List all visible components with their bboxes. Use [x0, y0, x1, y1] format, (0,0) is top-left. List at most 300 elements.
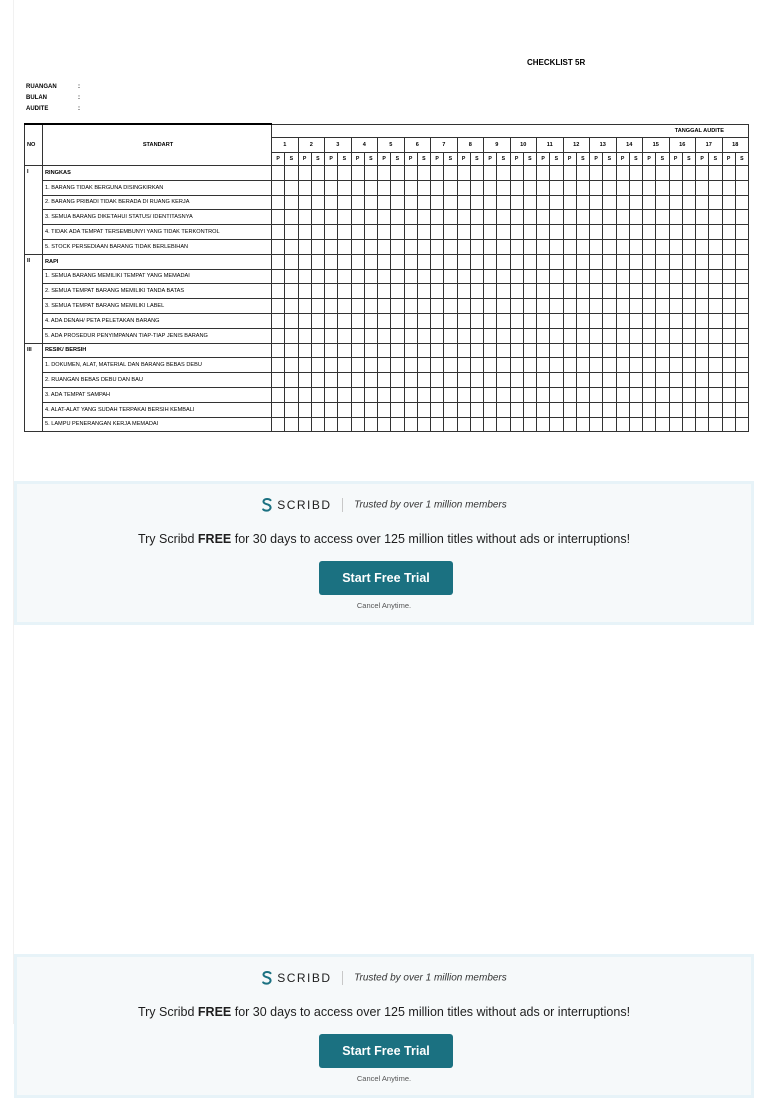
score-cell [298, 284, 311, 299]
p-header: P [404, 152, 417, 165]
score-cell [523, 225, 536, 240]
s-header: S [656, 152, 669, 165]
score-cell [497, 299, 510, 314]
document-meta [26, 82, 80, 115]
score-cell [510, 239, 523, 254]
section-title: RAPI [43, 254, 272, 269]
score-cell [298, 254, 311, 269]
score-cell [590, 269, 603, 284]
brand-tagline: Trusted by over 1 million members [354, 499, 507, 511]
score-cell [537, 180, 550, 195]
score-cell [603, 343, 616, 358]
section-title: RINGKAS [43, 166, 272, 181]
score-cell [735, 373, 748, 388]
score-cell [669, 402, 682, 417]
score-cell [431, 225, 444, 240]
score-cell [285, 180, 298, 195]
score-cell [576, 358, 589, 373]
item-standart: 3. ADA TEMPAT SAMPAH [43, 387, 272, 402]
item-row [25, 313, 749, 328]
score-cell [682, 343, 695, 358]
score-cell [709, 358, 722, 373]
score-cell [722, 195, 735, 210]
score-cell [497, 254, 510, 269]
score-cell [311, 373, 324, 388]
day-header: 13 [590, 137, 617, 152]
s-header: S [497, 152, 510, 165]
score-cell [735, 210, 748, 225]
score-cell [311, 269, 324, 284]
score-cell [735, 166, 748, 181]
scribd-logo [261, 498, 331, 512]
score-cell [338, 195, 351, 210]
score-cell [682, 254, 695, 269]
item-standart: 2. SEMUA TEMPAT BARANG MEMILIKI TANDA BATAS [43, 284, 272, 299]
score-cell [537, 373, 550, 388]
score-cell [682, 180, 695, 195]
item-standart: 1. DOKUMEN, ALAT, MATERIAL DAN BARANG BEBAS DEBU [43, 358, 272, 373]
item-standart: 3. SEMUA TEMPAT BARANG MEMILIKI LABEL [43, 299, 272, 314]
score-cell [523, 402, 536, 417]
score-cell [364, 195, 377, 210]
score-cell [298, 210, 311, 225]
score-cell [656, 328, 669, 343]
score-cell [285, 328, 298, 343]
score-cell [735, 358, 748, 373]
score-cell [576, 299, 589, 314]
score-cell [735, 180, 748, 195]
score-cell [351, 284, 364, 299]
score-cell [391, 328, 404, 343]
score-cell [497, 387, 510, 402]
score-cell [616, 373, 629, 388]
score-cell [431, 402, 444, 417]
score-cell [484, 313, 497, 328]
score-cell [537, 269, 550, 284]
score-cell [404, 180, 417, 195]
score-cell [576, 313, 589, 328]
score-cell [669, 373, 682, 388]
start-free-trial-button[interactable]: Start Free Trial [319, 561, 453, 595]
score-cell [404, 269, 417, 284]
score-cell [523, 358, 536, 373]
score-cell [629, 373, 642, 388]
score-cell [364, 373, 377, 388]
day-header: 18 [722, 137, 749, 152]
score-cell [590, 373, 603, 388]
score-cell [378, 284, 391, 299]
score-cell [523, 373, 536, 388]
score-cell [563, 269, 576, 284]
score-cell [682, 313, 695, 328]
score-cell [722, 343, 735, 358]
score-cell [351, 358, 364, 373]
score-cell [537, 225, 550, 240]
score-cell [563, 239, 576, 254]
score-cell [484, 299, 497, 314]
score-cell [590, 343, 603, 358]
score-cell [643, 180, 656, 195]
score-cell [444, 387, 457, 402]
item-standart: 1. SEMUA BARANG MEMILIKI TEMPAT YANG MEMADAI [43, 269, 272, 284]
score-cell [682, 166, 695, 181]
score-cell [457, 239, 470, 254]
score-cell [417, 358, 430, 373]
score-cell [431, 254, 444, 269]
score-cell [325, 328, 338, 343]
score-cell [590, 239, 603, 254]
score-cell [735, 313, 748, 328]
item-row [25, 239, 749, 254]
score-cell [378, 180, 391, 195]
score-cell [417, 417, 430, 432]
score-cell [629, 343, 642, 358]
score-cell [391, 210, 404, 225]
score-cell [378, 313, 391, 328]
score-cell [285, 373, 298, 388]
score-cell [325, 284, 338, 299]
col-standart-header: STANDART [43, 124, 272, 166]
score-cell [311, 210, 324, 225]
score-cell [550, 313, 563, 328]
score-cell [338, 180, 351, 195]
score-cell [484, 328, 497, 343]
day-header: 2 [298, 137, 325, 152]
meta-row [26, 104, 80, 115]
score-cell [682, 284, 695, 299]
score-cell [311, 180, 324, 195]
score-cell [484, 387, 497, 402]
score-cell [285, 299, 298, 314]
score-cell [576, 254, 589, 269]
score-cell [311, 343, 324, 358]
score-cell [590, 195, 603, 210]
score-cell [470, 313, 483, 328]
score-cell [735, 299, 748, 314]
score-cell [563, 225, 576, 240]
score-cell [457, 166, 470, 181]
score-cell [391, 343, 404, 358]
score-cell [722, 387, 735, 402]
meta-colon: : [78, 84, 80, 90]
score-cell [285, 313, 298, 328]
score-cell [404, 387, 417, 402]
score-cell [311, 239, 324, 254]
col-no-header: NO [25, 124, 43, 166]
day-header: 6 [404, 137, 431, 152]
score-cell [643, 166, 656, 181]
score-cell [272, 358, 285, 373]
score-cell [444, 284, 457, 299]
score-cell [709, 254, 722, 269]
score-cell [616, 387, 629, 402]
brand-row [17, 498, 751, 512]
scribd-banner [14, 481, 754, 625]
score-cell [709, 313, 722, 328]
score-cell [643, 358, 656, 373]
scribd-logo-icon [261, 498, 273, 512]
score-cell [696, 284, 709, 299]
score-cell [682, 195, 695, 210]
score-cell [537, 299, 550, 314]
p-header: P [351, 152, 364, 165]
score-cell [497, 417, 510, 432]
cancel-anytime-text: Cancel Anytime. [356, 1074, 412, 1083]
score-cell [470, 402, 483, 417]
score-cell [311, 417, 324, 432]
score-cell [709, 210, 722, 225]
score-cell [603, 225, 616, 240]
score-cell [404, 313, 417, 328]
score-cell [629, 299, 642, 314]
score-cell [431, 328, 444, 343]
score-cell [431, 195, 444, 210]
score-cell [696, 328, 709, 343]
score-cell [537, 166, 550, 181]
score-cell [523, 343, 536, 358]
score-cell [272, 195, 285, 210]
score-cell [696, 180, 709, 195]
score-cell [510, 343, 523, 358]
score-cell [272, 313, 285, 328]
score-cell [378, 210, 391, 225]
score-cell [603, 417, 616, 432]
score-cell [616, 358, 629, 373]
score-cell [550, 417, 563, 432]
score-cell [497, 210, 510, 225]
score-cell [417, 210, 430, 225]
score-cell [682, 239, 695, 254]
section-number: II [25, 254, 43, 343]
item-row [25, 284, 749, 299]
score-cell [484, 373, 497, 388]
score-cell [576, 328, 589, 343]
score-cell [629, 180, 642, 195]
score-cell [298, 358, 311, 373]
score-cell [470, 166, 483, 181]
score-cell [537, 358, 550, 373]
score-cell [563, 195, 576, 210]
score-cell [696, 269, 709, 284]
score-cell [523, 166, 536, 181]
score-cell [682, 328, 695, 343]
score-cell [590, 387, 603, 402]
score-cell [656, 239, 669, 254]
score-cell [484, 225, 497, 240]
score-cell [470, 387, 483, 402]
score-cell [285, 417, 298, 432]
score-cell [616, 343, 629, 358]
s-header: S [338, 152, 351, 165]
score-cell [484, 180, 497, 195]
score-cell [510, 313, 523, 328]
score-cell [722, 239, 735, 254]
score-cell [656, 343, 669, 358]
score-cell [351, 417, 364, 432]
score-cell [391, 225, 404, 240]
item-row [25, 358, 749, 373]
item-standart: 5. STOCK PERSEDIAAN BARANG TIDAK BERLEBIHAN [43, 239, 272, 254]
s-header: S [417, 152, 430, 165]
score-cell [563, 387, 576, 402]
score-cell [404, 166, 417, 181]
score-cell [378, 358, 391, 373]
score-cell [404, 254, 417, 269]
score-cell [391, 373, 404, 388]
score-cell [311, 299, 324, 314]
score-cell [364, 225, 377, 240]
score-cell [643, 402, 656, 417]
item-row [25, 373, 749, 388]
score-cell [550, 387, 563, 402]
score-cell [550, 373, 563, 388]
score-cell [391, 180, 404, 195]
score-cell [417, 328, 430, 343]
score-cell [643, 313, 656, 328]
score-cell [722, 313, 735, 328]
score-cell [338, 299, 351, 314]
section-number: I [25, 166, 43, 255]
score-cell [722, 358, 735, 373]
score-cell [616, 299, 629, 314]
score-cell [616, 166, 629, 181]
score-cell [643, 225, 656, 240]
score-cell [351, 299, 364, 314]
score-cell [351, 343, 364, 358]
score-cell [457, 313, 470, 328]
score-cell [722, 328, 735, 343]
score-cell [444, 373, 457, 388]
score-cell [325, 417, 338, 432]
score-cell [417, 284, 430, 299]
score-cell [563, 343, 576, 358]
score-cell [457, 358, 470, 373]
score-cell [364, 166, 377, 181]
score-cell [563, 254, 576, 269]
score-cell [484, 254, 497, 269]
score-cell [629, 195, 642, 210]
score-cell [325, 195, 338, 210]
score-cell [696, 387, 709, 402]
score-cell [285, 284, 298, 299]
s-header: S [603, 152, 616, 165]
score-cell [510, 166, 523, 181]
scribd-logo-icon [261, 971, 273, 985]
score-cell [351, 254, 364, 269]
score-cell [404, 328, 417, 343]
score-cell [616, 417, 629, 432]
score-cell [484, 417, 497, 432]
score-cell [669, 166, 682, 181]
offer-suffix: for 30 days to access over 125 million titles without ads or interruptions! [231, 1005, 631, 1019]
score-cell [563, 373, 576, 388]
score-cell [431, 417, 444, 432]
score-cell [484, 284, 497, 299]
start-free-trial-button[interactable]: Start Free Trial [319, 1034, 453, 1068]
score-cell [643, 239, 656, 254]
score-cell [417, 343, 430, 358]
score-cell [537, 254, 550, 269]
score-cell [709, 195, 722, 210]
score-cell [603, 210, 616, 225]
score-cell [364, 254, 377, 269]
s-header: S [576, 152, 589, 165]
score-cell [629, 225, 642, 240]
score-cell [735, 225, 748, 240]
score-cell [643, 417, 656, 432]
brand-name: SCRIBD [277, 498, 332, 512]
score-cell [391, 284, 404, 299]
day-header: 3 [325, 137, 352, 152]
score-cell [272, 373, 285, 388]
score-cell [417, 254, 430, 269]
score-cell [351, 313, 364, 328]
score-cell [378, 254, 391, 269]
score-cell [643, 284, 656, 299]
score-cell [484, 358, 497, 373]
score-cell [285, 210, 298, 225]
score-cell [550, 284, 563, 299]
score-cell [311, 387, 324, 402]
s-header: S [682, 152, 695, 165]
score-cell [523, 239, 536, 254]
score-cell [391, 195, 404, 210]
score-cell [470, 373, 483, 388]
score-cell [669, 417, 682, 432]
score-cell [603, 166, 616, 181]
score-cell [590, 402, 603, 417]
day-header: 7 [431, 137, 458, 152]
offer-prefix: Try Scribd [137, 1005, 198, 1019]
score-cell [616, 313, 629, 328]
score-cell [682, 417, 695, 432]
score-cell [457, 417, 470, 432]
score-cell [669, 225, 682, 240]
score-cell [457, 387, 470, 402]
score-cell [643, 254, 656, 269]
score-cell [484, 269, 497, 284]
score-cell [444, 299, 457, 314]
score-cell [272, 402, 285, 417]
score-cell [669, 313, 682, 328]
score-cell [537, 328, 550, 343]
score-cell [470, 358, 483, 373]
score-cell [709, 328, 722, 343]
score-cell [311, 358, 324, 373]
score-cell [364, 313, 377, 328]
score-cell [497, 373, 510, 388]
score-cell [590, 313, 603, 328]
score-cell [709, 225, 722, 240]
score-cell [682, 269, 695, 284]
score-cell [696, 210, 709, 225]
score-cell [696, 373, 709, 388]
score-cell [523, 328, 536, 343]
score-cell [364, 387, 377, 402]
score-cell [629, 328, 642, 343]
score-cell [709, 299, 722, 314]
score-cell [272, 166, 285, 181]
score-cell [523, 269, 536, 284]
score-cell [563, 284, 576, 299]
p-header: P [298, 152, 311, 165]
score-cell [550, 343, 563, 358]
score-cell [338, 210, 351, 225]
score-cell [338, 225, 351, 240]
offer-text [17, 1005, 751, 1019]
score-cell [417, 313, 430, 328]
score-cell [338, 313, 351, 328]
